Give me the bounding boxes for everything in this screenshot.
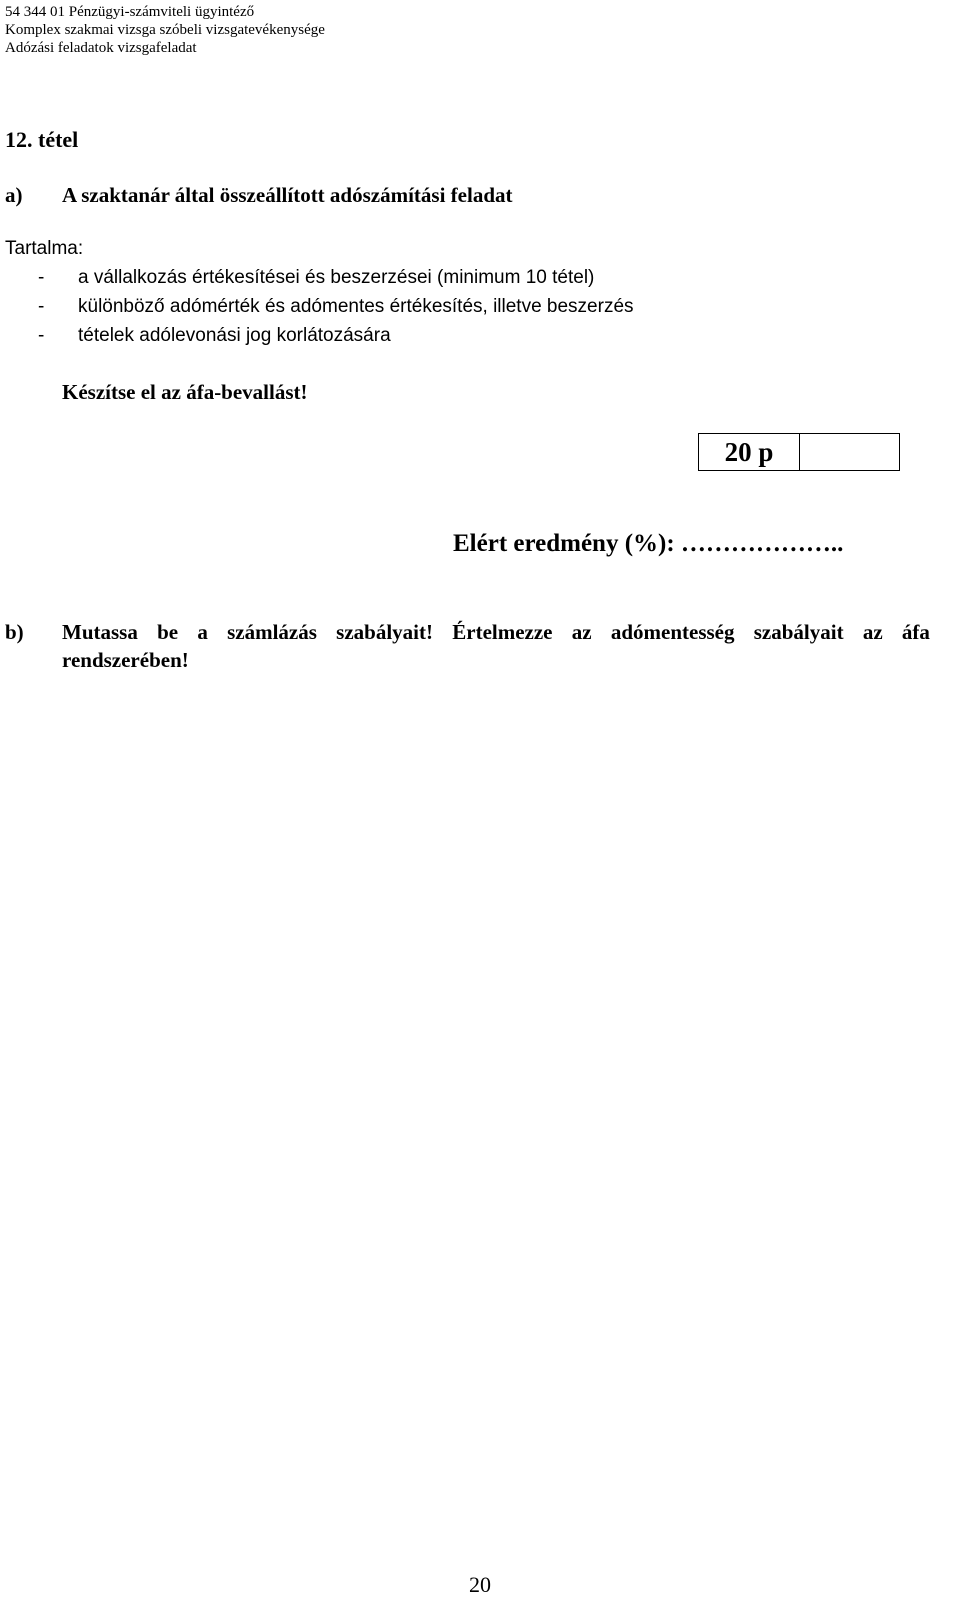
bullet-marker: - — [38, 296, 45, 317]
word: adómentesség — [610, 620, 735, 644]
word: az — [862, 620, 883, 644]
achieved-score-field[interactable] — [800, 434, 899, 470]
word: a — [197, 620, 208, 644]
task-instruction: Készítse el az áfa-bevallást! — [62, 380, 308, 404]
item-title: 12. tétel — [5, 127, 79, 152]
word: Mutassa — [62, 620, 138, 644]
header-line-exam: Komplex szakmai vizsga szóbeli vizsgatevékenysége — [5, 22, 325, 38]
word: az — [571, 620, 592, 644]
page-number: 20 — [469, 1572, 491, 1597]
bullet-item: különböző adómérték és adómentes értékesítés, illetve beszerzés — [78, 296, 634, 317]
max-score: 20 p — [699, 434, 800, 470]
word: áfa — [901, 620, 930, 644]
result-percentage-line: Elért eredmény (%): ……………….. — [453, 530, 844, 557]
part-a-letter: a) — [5, 183, 23, 207]
part-b-letter: b) — [5, 620, 24, 644]
header-line-qualification: 54 344 01 Pénzügyi-számviteli ügyintéző — [5, 4, 255, 20]
bullet-marker: - — [38, 267, 45, 288]
word: Értelmezze — [452, 620, 553, 644]
word: be — [157, 620, 179, 644]
word: számlázás — [227, 620, 317, 644]
part-a-title: A szaktanár által összeállított adószámítási feladat — [62, 183, 513, 207]
word: szabályait! — [336, 620, 433, 644]
bullet-marker: - — [38, 325, 45, 346]
content-label: Tartalma: — [5, 238, 84, 259]
part-b-question-line1 — [62, 620, 930, 645]
word: szabályait — [753, 620, 844, 644]
header-line-task-type: Adózási feladatok vizsgafeladat — [5, 40, 197, 56]
score-box — [698, 433, 900, 471]
bullet-item: tételek adólevonási jog korlátozására — [78, 325, 391, 346]
part-b-question-line2: rendszerében! — [62, 648, 189, 672]
bullet-item: a vállalkozás értékesítései és beszerzései (minimum 10 tétel) — [78, 267, 595, 288]
